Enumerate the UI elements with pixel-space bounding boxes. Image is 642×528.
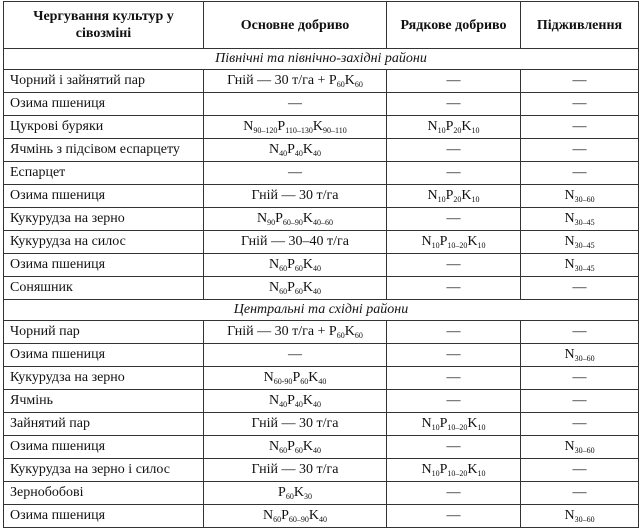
top-dressing-cell: — — [521, 390, 639, 413]
header-main-fertilizer: Основне добриво — [204, 2, 387, 49]
crop-cell: Озима пшениця — [4, 436, 204, 459]
section-title: Північні та північно-західні райони — [4, 49, 639, 70]
section-row — [4, 300, 639, 321]
top-dressing-cell: $N_{30-60}$ — [521, 344, 639, 367]
crop-cell: Кукурудза на зерно — [4, 367, 204, 390]
crop-cell: Ячмінь з підсівом еспарцету — [4, 139, 204, 162]
crop-cell: Чорний пар — [4, 321, 204, 344]
row-fertilizer-cell: — — [387, 505, 521, 528]
row-fertilizer-cell: — — [387, 482, 521, 505]
main-fertilizer-cell: $N_{60-90}P_{60}K_{40}$ — [204, 367, 387, 390]
main-fertilizer-cell: Гній — 30–40 т/га — [204, 231, 387, 254]
table-row — [4, 139, 639, 162]
crop-cell: Озима пшениця — [4, 185, 204, 208]
table-row — [4, 93, 639, 116]
crop-cell: Соняшник — [4, 277, 204, 300]
top-dressing-cell: — — [521, 139, 639, 162]
table-row — [4, 344, 639, 367]
table-row — [4, 436, 639, 459]
row-fertilizer-cell: — — [387, 208, 521, 231]
table-row — [4, 505, 639, 528]
row-fertilizer-cell: — — [387, 139, 521, 162]
crop-cell: Кукурудза на силос — [4, 231, 204, 254]
table-row — [4, 116, 639, 139]
crop-cell: Озима пшениця — [4, 505, 204, 528]
top-dressing-cell: — — [521, 162, 639, 185]
crop-cell: Еспарцет — [4, 162, 204, 185]
top-dressing-cell: — — [521, 459, 639, 482]
main-fertilizer-cell: Гній — 30 $т/га + P_{60}K_{60}$ — [204, 70, 387, 93]
main-fertilizer-cell: — — [204, 344, 387, 367]
top-dressing-cell: — — [521, 116, 639, 139]
crop-cell: Цукрові буряки — [4, 116, 204, 139]
top-dressing-cell: — — [521, 277, 639, 300]
main-fertilizer-cell: $N_{40}P_{40}K_{40}$ — [204, 390, 387, 413]
crop-cell: Ячмінь — [4, 390, 204, 413]
main-fertilizer-cell: $P_{60}K_{30}$ — [204, 482, 387, 505]
top-dressing-cell: — — [521, 70, 639, 93]
row-fertilizer-cell: — — [387, 367, 521, 390]
main-fertilizer-cell: $N_{60}P_{60-90}K_{40}$ — [204, 505, 387, 528]
main-fertilizer-cell: $N_{60}P_{60}K_{40}$ — [204, 277, 387, 300]
row-fertilizer-cell: $N_{10}P_{10-20}K_{10}$ — [387, 459, 521, 482]
top-dressing-cell: $N_{30-60}$ — [521, 185, 639, 208]
crop-cell: Зайнятий пар — [4, 413, 204, 436]
top-dressing-cell: — — [521, 413, 639, 436]
header-top-dressing: Підживлення — [521, 2, 639, 49]
crop-cell: Чорний і зайнятий пар — [4, 70, 204, 93]
row-fertilizer-cell: — — [387, 162, 521, 185]
row-fertilizer-cell: $N_{10}P_{10-20}K_{10}$ — [387, 413, 521, 436]
main-fertilizer-cell: $N_{60}P_{60}K_{40}$ — [204, 436, 387, 459]
main-fertilizer-cell: $N_{90}P_{60-90}K_{40-60}$ — [204, 208, 387, 231]
crop-cell: Озима пшениця — [4, 93, 204, 116]
row-fertilizer-cell: — — [387, 390, 521, 413]
crop-cell: Зернобобові — [4, 482, 204, 505]
row-fertilizer-cell: $N_{10}P_{20}K_{10}$ — [387, 185, 521, 208]
table-row — [4, 208, 639, 231]
main-fertilizer-cell: $N_{60}P_{60}K_{40}$ — [204, 254, 387, 277]
header-row — [4, 2, 639, 49]
crop-cell: Кукурудза на зерно і силос — [4, 459, 204, 482]
section-title: Центральні та східні райони — [4, 300, 639, 321]
main-fertilizer-cell: Гній — 30 $т/га + P_{60}K_{60}$ — [204, 321, 387, 344]
table-body — [4, 49, 639, 528]
table-row — [4, 321, 639, 344]
top-dressing-cell: — — [521, 482, 639, 505]
main-fertilizer-cell: — — [204, 162, 387, 185]
top-dressing-cell: $N_{30-45}$ — [521, 254, 639, 277]
row-fertilizer-cell: — — [387, 277, 521, 300]
row-fertilizer-cell: — — [387, 436, 521, 459]
header-crop-rotation: Чергування культур у сівозміні — [4, 2, 204, 49]
section-row — [4, 49, 639, 70]
row-fertilizer-cell: $N_{10}P_{10-20}K_{10}$ — [387, 231, 521, 254]
main-fertilizer-cell: Гній — 30 т/га — [204, 459, 387, 482]
row-fertilizer-cell: — — [387, 254, 521, 277]
table-row — [4, 231, 639, 254]
row-fertilizer-cell: — — [387, 70, 521, 93]
top-dressing-cell: — — [521, 321, 639, 344]
top-dressing-cell: $N_{30-45}$ — [521, 208, 639, 231]
fertilizer-table — [3, 1, 639, 528]
top-dressing-cell: $N_{30-45}$ — [521, 231, 639, 254]
main-fertilizer-cell: Гній — 30 т/га — [204, 413, 387, 436]
crop-cell: Кукурудза на зерно — [4, 208, 204, 231]
table-row — [4, 277, 639, 300]
top-dressing-cell: — — [521, 367, 639, 390]
header-row-fertilizer: Рядкове добриво — [387, 2, 521, 49]
table-row — [4, 482, 639, 505]
top-dressing-cell: $N_{30-60}$ — [521, 505, 639, 528]
table-row — [4, 367, 639, 390]
main-fertilizer-cell: $N_{40}P_{40}K_{40}$ — [204, 139, 387, 162]
table-row — [4, 162, 639, 185]
main-fertilizer-cell: — — [204, 93, 387, 116]
table-row — [4, 185, 639, 208]
table-row — [4, 254, 639, 277]
row-fertilizer-cell: — — [387, 321, 521, 344]
row-fertilizer-cell: — — [387, 93, 521, 116]
main-fertilizer-cell: $N_{90-120}P_{110-130}K_{90-110}$ — [204, 116, 387, 139]
table-row — [4, 390, 639, 413]
table-row — [4, 459, 639, 482]
row-fertilizer-cell: — — [387, 344, 521, 367]
top-dressing-cell: $N_{30-60}$ — [521, 436, 639, 459]
crop-cell: Озима пшениця — [4, 344, 204, 367]
main-fertilizer-cell: Гній — 30 т/га — [204, 185, 387, 208]
table-row — [4, 70, 639, 93]
top-dressing-cell: — — [521, 93, 639, 116]
row-fertilizer-cell: $N_{10}P_{20}K_{10}$ — [387, 116, 521, 139]
table-row — [4, 413, 639, 436]
crop-cell: Озима пшениця — [4, 254, 204, 277]
